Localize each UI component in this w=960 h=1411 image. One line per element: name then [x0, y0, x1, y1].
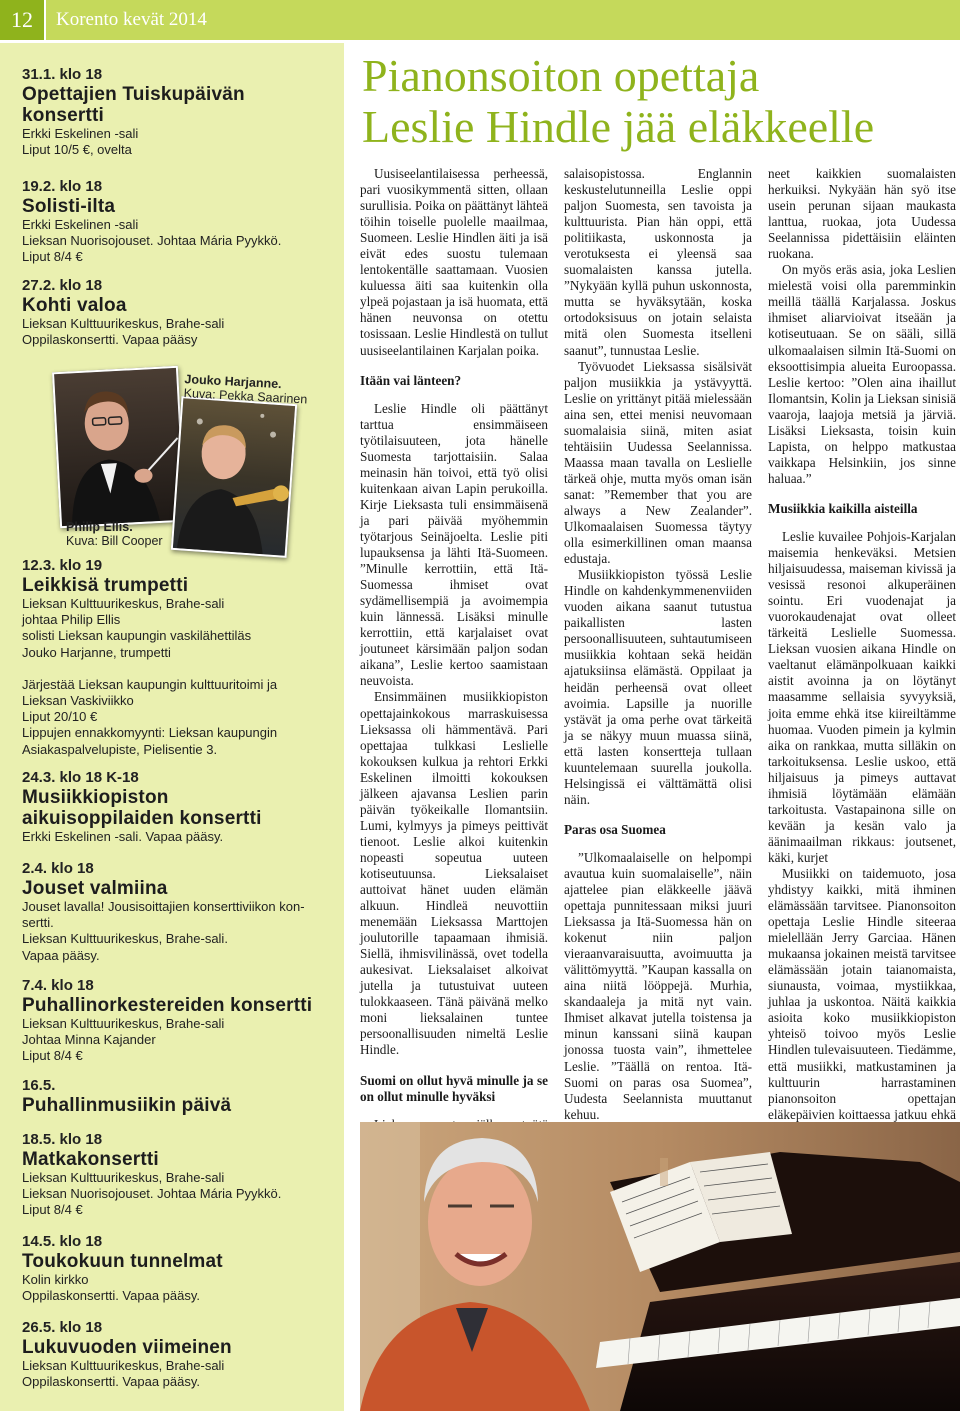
event-item — [22, 66, 342, 158]
article-paragraph: neet kaikkien suomalaisten herkuiksi. Nykyään hän syö itse usein perunan sijaan maukasta lanttua, ruokaa, jota Uudessa Seelannissa pidettäisiin eläinten ruokana. — [768, 166, 956, 262]
article-column-3 — [768, 166, 956, 1165]
caption-jouko-name: Jouko Harjanne. — [184, 372, 282, 392]
event-detail: Lieksan Kulttuurikeskus, Brahe-sali — [22, 1016, 225, 1031]
caption-philip-credit: Kuva: Bill Cooper — [66, 534, 163, 548]
event-title: Kohti valoa — [22, 295, 127, 316]
event-detail: Lieksan Kulttuurikeskus, Brahe-sali — [22, 1170, 225, 1185]
issue-title: Korento kevät 2014 — [56, 9, 207, 30]
event-detail: Johtaa Minna Kajander — [22, 1032, 156, 1048]
event-item — [22, 860, 342, 964]
event-detail: Oppilaskonsertti. Vapaa pääsy. — [22, 1374, 201, 1390]
event-detail: Jouko Harjanne, trumpetti — [22, 644, 171, 660]
event-detail: Lieksan Kulttuurikeskus, Brahe-sali — [22, 596, 225, 611]
event-date: 24.3. klo 18 K-18 — [22, 769, 139, 786]
caption-jouko-credit: Kuva: Pekka Saarinen — [183, 386, 308, 407]
conductor-photo-icon — [54, 368, 184, 526]
event-date: 18.5. klo 18 — [22, 1131, 103, 1148]
event-date: 7.4. klo 18 — [22, 977, 94, 994]
trumpeter-photo-icon — [173, 398, 295, 555]
event-title: Puhallinmusiikin päivä — [22, 1095, 232, 1116]
event-date: 27.2. klo 18 — [22, 277, 103, 294]
article-paragraph: salaisopistossa. Englannin keskustelutunneilla Leslie oppi paljon Suomesta, sen tavoista ja kulttuurista. Pian hän oppi, että politiikasta, uskonnosta ja verotuksesta ei yleensä saa suomalaisten kanssa jutella. ”Nykyään kyllä puhun uskonnosta, mutta se hyväksytään, koska ortodoksisuus on jotain selaista mitä olen Suomesta itselleni saanut”, tunnustaa Leslie. — [564, 166, 752, 358]
event-detail: Lieksan Kulttuurikeskus, Brahe-sali — [22, 1358, 225, 1373]
event-item — [22, 277, 342, 348]
event-date: 14.5. klo 18 — [22, 1233, 103, 1250]
article-paragraph: On myös eräs asia, joka Leslien mielestä voisi olla paremminkin meillä täällä Karjalassa. Joskus ihmiset aliarvioivat itseään ja kotiseutuaan. Se on sääli, sillä ulkomaalaisen silmin Itä-Suomi on eksoottisimpia alueita Euroopassa. Leslie kertoo: ”Olen aina ihaillut Ilomantsin, Kolin ja Lieksan sinisiä vaaroja, laajoja metsiä ja järviä. Lisäksi Lieksasta, toisin kuin Lapista, on helppo matkustaa vaikkapa Helsinkiin, jos sinne haluaa.” — [768, 262, 956, 486]
event-title: Matkakonsertti — [22, 1149, 159, 1170]
article-column-2 — [564, 166, 752, 1203]
event-detail: Lieksan Kulttuurikeskus, Brahe-sali — [22, 316, 225, 331]
article-subheading: Suomi on ollut hyvä minulle ja se on ollut minulle hyväksi — [360, 1072, 548, 1104]
caption-philip-name: Philip Ellis. — [66, 520, 133, 534]
article-subheading: Paras osa Suomea — [564, 821, 666, 837]
article-subheading: Musiikkia kaikilla aisteilla — [768, 500, 918, 516]
event-title: Jouset valmiina — [22, 878, 168, 899]
event-item — [22, 977, 342, 1065]
event-detail: Jouset lavalla! Jousisoittajien konserttiviikon kon- — [22, 899, 305, 914]
article-paragraph: Musiikkiopiston työssä Leslie Hindle on kahdenkymmenenviiden vuoden aikana saanut tutustua paikallisten lasten persoonallisuuteen, suhtautumiseen musiikkia kohtaan sekä heidän ajatuksiinsa elämästä. Oppilaat ja heidän perheensä ovat olleet avoimia. Lapsille ja nuorille ystävät ja oma perhe ovat tärkeitä ja se näkyy muun muassa siinä, että lasten konsertteja tullaan kuuntelemaan suurella joukolla. Helsingissä ei välttämättä olisi näin. — [564, 567, 752, 807]
event-item — [22, 1233, 342, 1304]
headline-line-1: Pianonsoiton opettaja — [362, 50, 760, 101]
event-date: 31.1. klo 18 — [22, 66, 103, 83]
event-detail: Lieksan Nuorisojouset. Johtaa Mária Pyykkö. — [22, 233, 282, 249]
event-title: Musiikkiopiston aikuisoppilaiden konsertti — [22, 787, 262, 829]
event-item — [22, 1131, 342, 1219]
event-item — [22, 557, 342, 758]
article-subheading: Itään vai länteen? — [360, 372, 462, 388]
event-title: Lukuvuoden viimeinen — [22, 1337, 232, 1358]
event-detail: johtaa Philip Ellis — [22, 612, 121, 628]
event-detail: Liput 8/4 € — [22, 1202, 83, 1218]
event-detail: Lippujen ennakkomyynti: Lieksan kaupungin — [22, 725, 278, 741]
event-detail: Liput 8/4 € — [22, 249, 83, 265]
event-detail: Lieksan Vaskiviikko — [22, 693, 134, 709]
photo-jouko-harjanne — [171, 396, 297, 558]
event-detail: Järjestää Lieksan kaupungin kulttuuritoimi ja — [22, 676, 278, 692]
event-detail: Vapaa pääsy. — [22, 947, 100, 963]
article-paragraph: ”Ulkomaalaiselle on helpompi avautua kuin suomalaiselle”, näin ajattelee pian eläkkeelle jäävä opettaja punnitessaan miksi juuri Lieksassa ja Itä-Suomessa hän on kokenut niin paljon vieraanvaraisuutta, avoimuutta ja välittömyyttä. ”Kaupan kassalla on aina niitä lööppejä. Murhia, skandaaleja ja mitä nyt vain. Ihmiset alkavat jutella toistensa ja minun kanssani siinä kaupan jonossa tuosta vain”, ihmettelee Leslie. ”Täällä on rentoa. Itä-Suomi on paras osa Suomea”, Uudesta Seelannista muuttanut kehuu. — [564, 849, 752, 1122]
pianist-photo-icon — [360, 1122, 960, 1411]
event-title: Puhallinorkestereiden konsertti — [22, 995, 313, 1016]
article-paragraph: Työvuodet Lieksassa sisälsivät paljon musiikkia ja ystävyyttä. Leslie on yrittänyt pitää mielessään aina sen, ettei menisi neuvomaan suomalaisia siinä, miten asiat tehtäisiin Uudessa Seelannissa. Maassa maan tavalla on Leslielle tärkeä ohje, mutta myös oman isän sanat: ”Remember that you are always a New Zealander”. Ulkomaalaisen Suomessa täytyy olla esimerkillinen oman maansa edustaja. — [564, 358, 752, 567]
event-detail: Erkki Eskelinen -sali. Vapaa pääsy. — [22, 829, 224, 844]
event-title: Solisti-ilta — [22, 196, 116, 217]
event-date: 19.2. klo 18 — [22, 178, 103, 195]
event-detail: sertti. — [22, 915, 54, 931]
event-detail: Lieksan Kulttuurikeskus, Brahe-sali. — [22, 931, 228, 947]
event-detail — [22, 661, 342, 677]
photo-leslie-hindle-piano — [360, 1122, 960, 1411]
photo-philip-ellis — [52, 366, 186, 528]
event-item — [22, 1077, 342, 1116]
article-paragraph: Musiikki on taidemuoto, josa yhdistyy kaikki, mitä ihminen elämässään tarvitsee. Pianonsoiton opettaja Leslie Hindle siteeraa mielellään Jerry Garciaa. Hänen mukaansa jokainen meistä tarvitsee elämässään jotain taianomaista, siunausta, voimaa, mystiikkaa, juhlaa ja uskontoa. Näitä kaikkia asioita koko musiikkiopiston yhteisö toivoo myös Leslie Hindlen tulevaisuuteen. Tiedämme, että musiikki, matkustaminen ja kulttuurin harrastaminen pianonsoiton opettajan eläkepäivien koittaessa jatkuu ehkä — [768, 865, 956, 1122]
caption-philip — [66, 520, 186, 548]
article-column-1 — [360, 166, 548, 1149]
event-detail: Liput 8/4 € — [22, 1048, 83, 1064]
event-detail: solisti Lieksan kaupungin vaskilähettiläs — [22, 628, 252, 644]
event-title: Toukokuun tunnelmat — [22, 1251, 223, 1272]
page-header — [0, 0, 960, 40]
event-detail: Liput 20/10 € — [22, 709, 98, 725]
event-detail: Liput 10/5 €, ovelta — [22, 142, 132, 158]
event-detail: Erkki Eskelinen -sali — [22, 126, 139, 141]
event-date: 26.5. klo 18 — [22, 1319, 103, 1336]
event-detail: Oppilaskonsertti. Vapaa pääsy. — [22, 1288, 201, 1304]
article-paragraph: Leslie Hindle oli päättänyt tarttua ensimmäiseen työtilaisuuteen, jota hänelle Suomesta tarjottaisiin. Salaa meinasin hän toivoi, että työ olisi kuitenkaan aivan Lapin perukoilla. Kirje Lieksasta tuli ensimmäisenä ja pari päivää myöhemmin työtarjous Seinäjoelta. Leslie piti lupauksensa ja lähti Itä-Suomeen. ”Minulle kerrottiin, että Itä-Suomessa ihmiset ovat sydämellisempiä ja avoimempia kuin lännessä. Lisäksi minulle kerrottiin, että karjalaiset ovat joutuneet kärsimään paljon sodan aikana”, Leslie kertoo saamistaan neuvoista. — [360, 400, 548, 689]
headline-line-2: Leslie Hindle jää eläkkeelle — [362, 101, 875, 152]
article-paragraph: Uusiseelantilaisessa perheessä, pari vuosikymmentä sitten, ollaan surullisia. Poika on päättänyt lähteä töihin toiselle puolelle maailmaa, Suomeen. Leslie Hindlen äiti ja isä eivät edes suostu tulemaan lentokentälle saattamaan. Vuosien kuluessa äiti saa kuitenkin olla ylpeä pojastaan ja isä huomata, että hänen neuvonsa on otettu tosissaan. Leslie Hindlestä on tullut uusiseelantilainen Karjalan poika. — [360, 166, 548, 358]
event-detail: Kolin kirkko — [22, 1272, 89, 1287]
event-item — [22, 178, 342, 266]
event-item — [22, 1319, 342, 1390]
event-detail: Erkki Eskelinen -sali — [22, 217, 139, 232]
event-detail: Asiakaspalvelupiste, Pielisentie 3. — [22, 741, 218, 757]
event-detail: Oppilaskonsertti. Vapaa pääsy — [22, 332, 198, 348]
header-bar — [46, 0, 960, 40]
event-title: Leikkisä trumpetti — [22, 575, 189, 596]
article-paragraph: Leslie kuvailee Pohjois-Karjalan maisemia henkeväksi. Metsien hiljaisuudessa, maiseman kivissä ja vesissä resonoi alkuperäinen sointu. Eri vuodenajat ja vuorokaudenajat ovat olleet tärkeitä Leslielle Suomessa. Lieksan vuosien aikana Hindle on vaeltanut elämänpolkuaan kaikki aistit avoinna ja on löytänyt maasamme sellaisia syvyyksiä, joita emme ehkä itse kiireiltämme huomaa. Vuoden pimein ja kylmin aika on rankkaa, mutta silläkin on tarkoituksensa. Leslie uskoo, että hiljaisuus ja pimeys auttavat ihmisiä löytämään elämään tarkoitusta. Vastapainona sille on kevään ja kesän valo ja äänimaailman rikkaus: joutsenet, käki, kurjet — [768, 528, 956, 865]
event-title: Opettajien Tuiskupäivän konsertti — [22, 84, 245, 126]
event-date: 12.3. klo 19 — [22, 557, 103, 574]
article-headline — [362, 50, 952, 152]
article-paragraph: Ensimmäinen musiikkiopiston opettajainkokous marraskuisessa Lieksassa oli hämmentävä. Pari opettajaa tulkkasi Leslielle kokouksen kulkua ja rehtori Erkki Eskelinen ilmoitti kokouksen jälkeen ajavansa Leslien parin päivän työkeikalle Ilomantsiin. Lumi, kylmyys ja pimeys peittivät tienoot. Leslie alkoi kuitenkin nopeasti sopeutua uuteen kotiseutuunsa. Lieksalaiset auttoivat hänet uuden elämän alkuun. Hindleä neuvottiin menemään Lieksassa Marttojen joulutorille tapaamaan ihmisiä. Siellä, ihmisvilinässä, ovet todella aukesivat. Lieksalaiset alkoivat jutella ja tutustuivat uuteen tulokkaaseen. Tänä päivänä melko moni lieksalainen tuntee persoonallisuuden nimeltä Leslie Hindle. — [360, 689, 548, 1058]
event-item — [22, 769, 342, 845]
event-date: 2.4. klo 18 — [22, 860, 94, 877]
event-date: 16.5. — [22, 1077, 56, 1094]
event-detail: Lieksan Nuorisojouset. Johtaa Mária Pyykkö. — [22, 1186, 282, 1202]
page-number: 12 — [0, 0, 44, 40]
